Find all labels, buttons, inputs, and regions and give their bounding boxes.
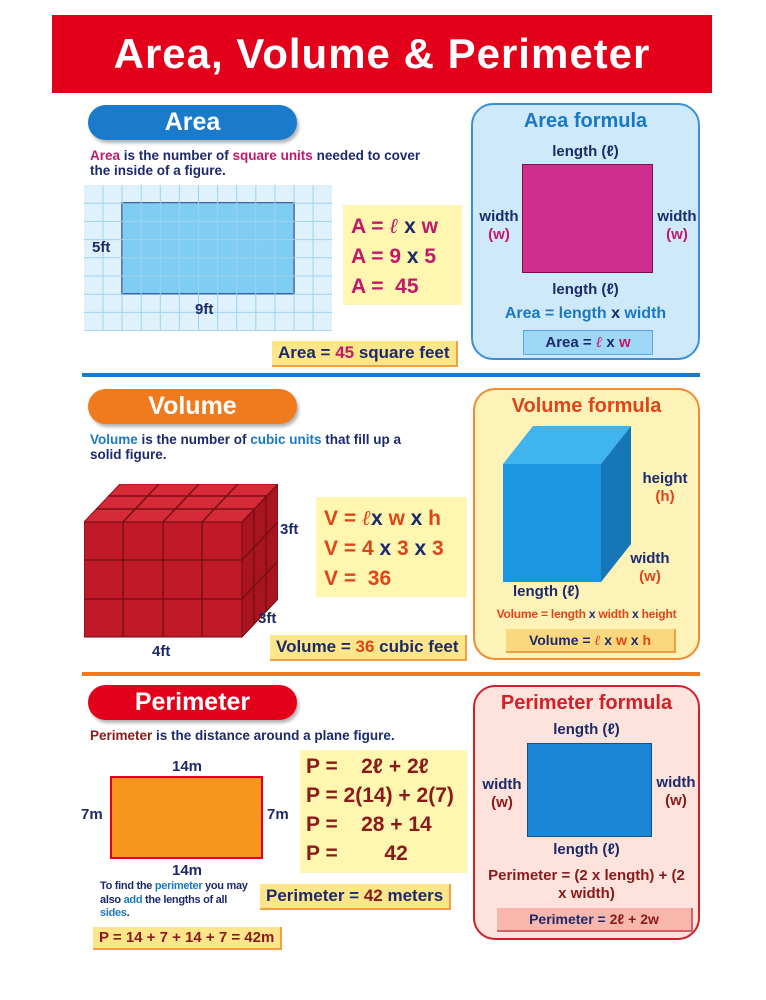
text-segment: h (422, 507, 441, 530)
text-segment: . (126, 907, 130, 919)
panel-title: Perimeter formula (500, 692, 673, 714)
text-segment: h (642, 632, 652, 648)
text-segment: P = 14 + 7 + 14 + 7 = 42m (99, 929, 275, 946)
text-segment: height (638, 607, 677, 621)
text-segment: Volume (276, 637, 337, 656)
text-segment: width (595, 607, 632, 621)
text-segment: V = (324, 507, 362, 530)
formula-line (306, 752, 461, 781)
text-segment: Perimeter (266, 886, 345, 905)
formula-line (324, 564, 459, 594)
text-segment: P = 2ℓ + 2ℓ (306, 755, 429, 778)
perimeter-square (527, 743, 652, 837)
text-segment: x (370, 507, 383, 530)
bottom-label: 14m (172, 862, 203, 879)
formula-line (324, 534, 459, 564)
text-segment: is the number of (137, 432, 251, 447)
text-segment: P = 28 + 14 (306, 813, 432, 836)
text-segment: A = 45 (351, 275, 419, 298)
text-segment: square units (232, 148, 313, 163)
text-segment: add (123, 893, 143, 906)
area-formula-text (473, 305, 698, 323)
area-description (90, 148, 430, 178)
volume-heading: Volume (88, 389, 297, 424)
length-label: length (ℓ) (552, 143, 619, 160)
formula-line (306, 810, 461, 839)
volume-result (270, 635, 467, 661)
area-formula-panel: Area formula length (ℓ) length (ℓ) width (w) width (w) Area = length x width Area = ℓ x w (471, 103, 700, 360)
text-segment: is the number of (120, 148, 233, 163)
text-segment: x (631, 607, 639, 621)
perimeter-description (90, 728, 460, 743)
text-segment: Area = length (504, 305, 612, 322)
text-segment: Area (90, 148, 121, 163)
text-segment: = (344, 886, 364, 905)
left-label: 7m (81, 806, 103, 823)
text-segment: P = 42 (306, 842, 408, 865)
text-segment: w (618, 334, 631, 351)
area-square (522, 164, 653, 273)
panel-title: Area formula (523, 110, 648, 132)
text-segment: w (382, 507, 411, 530)
text-segment: 45 (335, 343, 355, 362)
text-segment: V = 36 (324, 567, 392, 590)
perimeter-formula-box (300, 750, 467, 873)
text-segment: x (602, 334, 619, 351)
text-segment: that fill up a solid figure. (90, 432, 402, 462)
perimeter-rectangle (110, 776, 263, 859)
text-segment: sides (100, 907, 127, 919)
text-segment: the lengths of all (142, 893, 227, 906)
panel-title: Volume formula (511, 395, 662, 417)
text-segment: w (421, 215, 439, 238)
length-label: length (ℓ) (553, 721, 620, 738)
volume-length-label: 4ft (152, 643, 171, 660)
width-label: width (479, 208, 519, 225)
text-segment: needed to cover the inside of a figure. (90, 148, 421, 178)
area-formula-box (343, 205, 462, 305)
text-segment: x (406, 245, 419, 268)
width-label: width (657, 208, 697, 225)
text-segment: x (588, 607, 596, 621)
area-height-label: 5ft (92, 239, 111, 256)
perimeter-result (260, 884, 451, 910)
text-segment: w (616, 632, 627, 648)
text-segment: A = (351, 215, 390, 238)
text-segment: 36 (355, 637, 375, 656)
length-label: length (ℓ) (513, 583, 580, 600)
section-divider (82, 672, 700, 676)
text-segment: Area (278, 343, 316, 362)
text-segment: x (600, 632, 616, 648)
volume-height-label: 3ft (280, 521, 299, 538)
text-segment: Volume = (528, 632, 595, 648)
text-segment: P = 2(14) + 2(7) (306, 784, 454, 807)
text-segment: x (379, 537, 392, 560)
text-segment: x (410, 507, 423, 530)
text-segment: ℓ (361, 505, 371, 530)
text-segment: x (626, 632, 643, 648)
text-segment: Volume (90, 432, 138, 447)
text-segment: 42 (363, 886, 383, 905)
text-segment: cubic feet (374, 637, 459, 656)
top-label: 14m (172, 758, 203, 775)
text-segment: To find the (100, 880, 155, 892)
text-segment: perimeter (154, 880, 203, 892)
text-segment: ℓ (595, 333, 603, 351)
area-width-label: 9ft (195, 301, 214, 318)
formula-line (351, 242, 454, 272)
volume-cube-figure (84, 484, 278, 639)
text-segment: meters (382, 886, 444, 905)
perimeter-formula-short (497, 908, 693, 932)
volume-formula-text (473, 607, 700, 621)
text-segment: square feet (354, 343, 450, 362)
text-segment: Perimeter = (2 x length) + (2 x width) (488, 867, 685, 902)
text-segment: 5 (418, 245, 437, 268)
area-result (272, 341, 458, 367)
text-segment: ℓ (389, 213, 399, 238)
text-segment: V = 4 (324, 537, 380, 560)
text-segment: x (398, 215, 422, 238)
formula-line (306, 839, 461, 868)
formula-line (351, 211, 454, 242)
text-segment: ℓ (594, 633, 601, 649)
volume-formula-box (316, 497, 467, 597)
text-segment: Perimeter (90, 728, 153, 743)
perimeter-note (100, 880, 257, 921)
text-segment: = (315, 343, 336, 362)
text-segment: 2ℓ + 2w (609, 911, 659, 927)
formula-line (306, 781, 461, 810)
length-label: length (ℓ) (552, 281, 619, 298)
volume-formula-panel: Volume formula height (h) width (w) length (ℓ) Volume = length x width x height Volume = ℓ x w x h (473, 388, 700, 660)
text-segment: 3 (391, 537, 415, 560)
perimeter-heading: Perimeter (88, 685, 297, 720)
perimeter-formula-panel: Perimeter formula length (ℓ) length (ℓ) width (w) width (w) Perimeter = (2 x length) + (2 x width) Perimeter = 2ℓ + 2w (473, 685, 700, 940)
volume-description (90, 432, 420, 462)
area-formula-short (523, 330, 653, 355)
text-segment: x (414, 537, 427, 560)
text-segment: = (336, 637, 356, 656)
formula-line (351, 272, 454, 302)
perimeter-sum (93, 927, 282, 950)
text-segment: Area = (545, 334, 596, 351)
volume-cube (503, 426, 633, 582)
area-heading: Area (88, 105, 297, 140)
formula-line (324, 503, 459, 534)
text-segment: you may also (100, 880, 248, 906)
section-divider (82, 373, 700, 377)
text-segment: Volume = length (496, 607, 589, 621)
text-segment: x (611, 305, 620, 322)
text-segment: Perimeter = (529, 911, 610, 927)
text-segment: A = 9 (351, 245, 407, 268)
text-segment: is the distance around a plane figure. (152, 728, 395, 743)
poster-title: Area, Volume & Perimeter (52, 15, 712, 93)
length-label: length (ℓ) (553, 841, 620, 858)
perimeter-formula-text (485, 867, 688, 903)
text-segment: 3 (426, 537, 444, 560)
volume-depth-label: 3ft (258, 610, 277, 627)
text-segment: cubic units (250, 432, 322, 447)
text-segment: width (619, 305, 667, 322)
volume-formula-short (506, 629, 676, 653)
right-label: 7m (267, 806, 289, 823)
area-rectangle (122, 203, 294, 294)
